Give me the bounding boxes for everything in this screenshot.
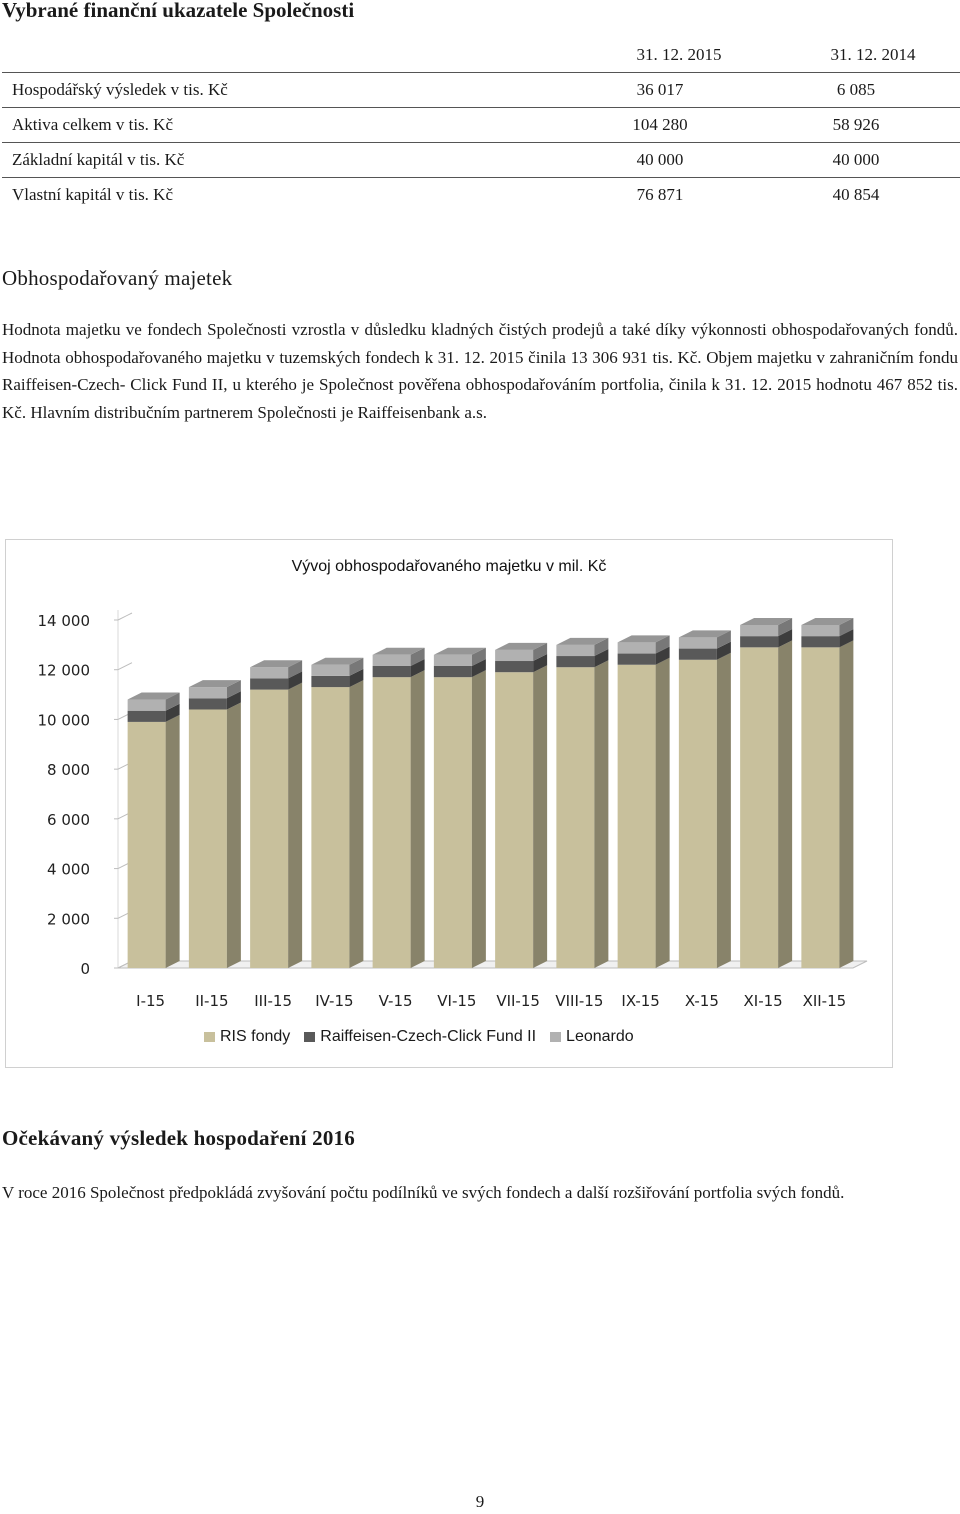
- bar-segment: [740, 636, 778, 647]
- bar-segment: [189, 698, 227, 709]
- legend-label: Raiffeisen-Czech-Click Fund II: [320, 1028, 537, 1045]
- chart-title: Vývoj obhospodařovaného majetku v mil. Kč: [291, 558, 607, 575]
- bar-segment-side: [778, 640, 792, 968]
- y-tick-label: 2 000: [47, 910, 90, 929]
- row-label: Základní kapitál v tis. Kč: [2, 143, 572, 178]
- section-title-managed-assets: Obhospodařovaný majetek: [2, 266, 233, 290]
- bar-segment-side: [656, 658, 670, 968]
- bar-segment-side: [288, 683, 302, 968]
- bar-segment: [618, 642, 656, 653]
- value-2014: 40 000: [786, 143, 960, 178]
- x-tick-label: III-15: [254, 992, 293, 1010]
- bar-segment: [311, 665, 349, 676]
- table-row: [2, 178, 960, 213]
- x-tick-label: IV-15: [315, 992, 354, 1010]
- row-label: Hospodářský výsledek v tis. Kč: [2, 73, 572, 108]
- section-title-expected-result: Očekávaný výsledek hospodaření 2016: [2, 1126, 355, 1150]
- row-label: Vlastní kapitál v tis. Kč: [2, 178, 572, 213]
- bar-segment: [128, 711, 166, 722]
- y-tick-label: 6 000: [47, 810, 90, 829]
- expected-result-paragraph: V roce 2016 Společnost předpokládá zvyšování počtu podílníků ve svých fondech a další rozšiřování portfolia svých fondů.: [2, 1183, 845, 1202]
- bar-segment: [495, 650, 533, 661]
- table-row: [2, 73, 960, 108]
- legend-label: Leonardo: [566, 1028, 634, 1045]
- table-header-empty: [2, 38, 572, 73]
- bar-segment-side: [472, 670, 486, 968]
- bar-segment: [434, 655, 472, 666]
- bar-segment-side: [411, 670, 425, 968]
- x-tick-label: I-15: [136, 992, 166, 1010]
- value-2014: 58 926: [786, 108, 960, 143]
- page-number: 9: [475, 1492, 485, 1511]
- value-2015: 40 000: [572, 143, 786, 178]
- financial-indicators-table: [2, 38, 960, 212]
- chart-legend: [204, 1028, 648, 1046]
- value-2014: 6 085: [786, 73, 960, 108]
- value-2015: 76 871: [572, 178, 786, 213]
- legend-item-leonardo: [550, 1028, 634, 1046]
- bar-segment: [495, 672, 533, 968]
- x-tick-label: X-15: [684, 992, 719, 1010]
- chart-plot: [6, 540, 892, 1010]
- bar-segment: [618, 654, 656, 665]
- bar-segment: [189, 709, 227, 968]
- bar-segment-side: [166, 715, 180, 968]
- bar-segment: [373, 677, 411, 968]
- x-tick-label: XI-15: [743, 992, 783, 1010]
- x-tick-label: VIII-15: [555, 992, 604, 1010]
- legend-swatch: [304, 1032, 315, 1042]
- bar-segment: [250, 678, 288, 689]
- value-2014: 40 854: [786, 178, 960, 213]
- bar-segment: [373, 666, 411, 677]
- bar-segment: [556, 667, 594, 968]
- column-header-2015: 31. 12. 2015: [636, 45, 722, 64]
- section-title-financials: Vybrané finanční ukazatele Společnosti: [2, 0, 355, 22]
- legend-item-click-fund: [304, 1028, 536, 1046]
- y-tick-label: 0: [80, 960, 90, 978]
- y-tick-label: 4 000: [47, 860, 90, 879]
- bar-segment: [311, 676, 349, 687]
- table-row: [2, 108, 960, 143]
- bar-segment: [250, 690, 288, 968]
- bar-segment: [740, 625, 778, 636]
- bar-segment-side: [227, 702, 241, 968]
- bar-segment-side: [349, 680, 363, 968]
- bar-segment: [679, 660, 717, 968]
- y-tick-label: 8 000: [47, 761, 90, 780]
- bar-segment: [189, 687, 227, 698]
- value-2015: 36 017: [572, 73, 786, 108]
- bar-segment: [311, 687, 349, 968]
- bar-segment: [618, 665, 656, 968]
- bar-segment: [556, 656, 594, 667]
- bar-segment: [556, 645, 594, 656]
- x-tick-label: II-15: [195, 992, 229, 1010]
- bar-segment: [434, 666, 472, 677]
- bar-segment: [740, 647, 778, 968]
- bar-segment-side: [533, 665, 547, 968]
- bar-segment: [250, 667, 288, 678]
- bar-segment: [128, 700, 166, 711]
- y-tick-diag: [118, 613, 132, 620]
- table-header-row: [2, 38, 960, 73]
- x-tick-label: IX-15: [621, 992, 660, 1010]
- bar-segment: [434, 677, 472, 968]
- bar-segment-side: [717, 653, 731, 968]
- bar-segment: [495, 661, 533, 672]
- x-tick-label: V-15: [378, 992, 413, 1010]
- bar-segment: [801, 636, 839, 647]
- bar-segment: [373, 655, 411, 666]
- x-tick-label: VII-15: [496, 992, 540, 1010]
- managed-assets-paragraph: Hodnota majetku ve fondech Společnosti vzrostla v důsledku kladných čistých prodejů a také díky výkonnosti obhospodařovaných fondů. Hodnota obhospodařovaného majetku v tuzemských fondech k 31. 12. 2015 činila 13 306 931 tis. Kč. Objem majetku v zahraničním fondu Raiffeisen-Czech- Click Fund II, u kterého je Společnost pověřena obhospodařováním portfolia, činila k 31. 12. 2015 hodnotu 467 852 tis. Kč. Hlavním distribučním partnerem Společnosti je Raiffeisenbank a.s.: [2, 320, 958, 422]
- legend-item-ris-fondy: [204, 1028, 290, 1046]
- legend-label: RIS fondy: [220, 1028, 291, 1045]
- bar-segment: [801, 625, 839, 636]
- bar-segment-side: [839, 640, 853, 968]
- bar-segment-side: [594, 660, 608, 968]
- bar-segment: [679, 649, 717, 660]
- managed-assets-chart: [5, 539, 893, 1068]
- table-row: [2, 143, 960, 178]
- y-tick-diag: [118, 663, 132, 670]
- row-label: Aktiva celkem v tis. Kč: [2, 108, 572, 143]
- bar-segment: [679, 637, 717, 648]
- x-tick-label: VI-15: [437, 992, 477, 1010]
- bar-segment: [801, 647, 839, 968]
- y-tick-label: 10 000: [37, 711, 90, 730]
- column-header-2014: 31. 12. 2014: [830, 45, 916, 64]
- y-tick-label: 12 000: [37, 661, 90, 680]
- legend-swatch: [204, 1032, 215, 1042]
- bar-segment: [128, 722, 166, 968]
- y-tick-label: 14 000: [37, 612, 90, 630]
- legend-swatch: [550, 1032, 561, 1042]
- value-2015: 104 280: [572, 108, 786, 143]
- x-tick-label: XII-15: [802, 992, 847, 1010]
